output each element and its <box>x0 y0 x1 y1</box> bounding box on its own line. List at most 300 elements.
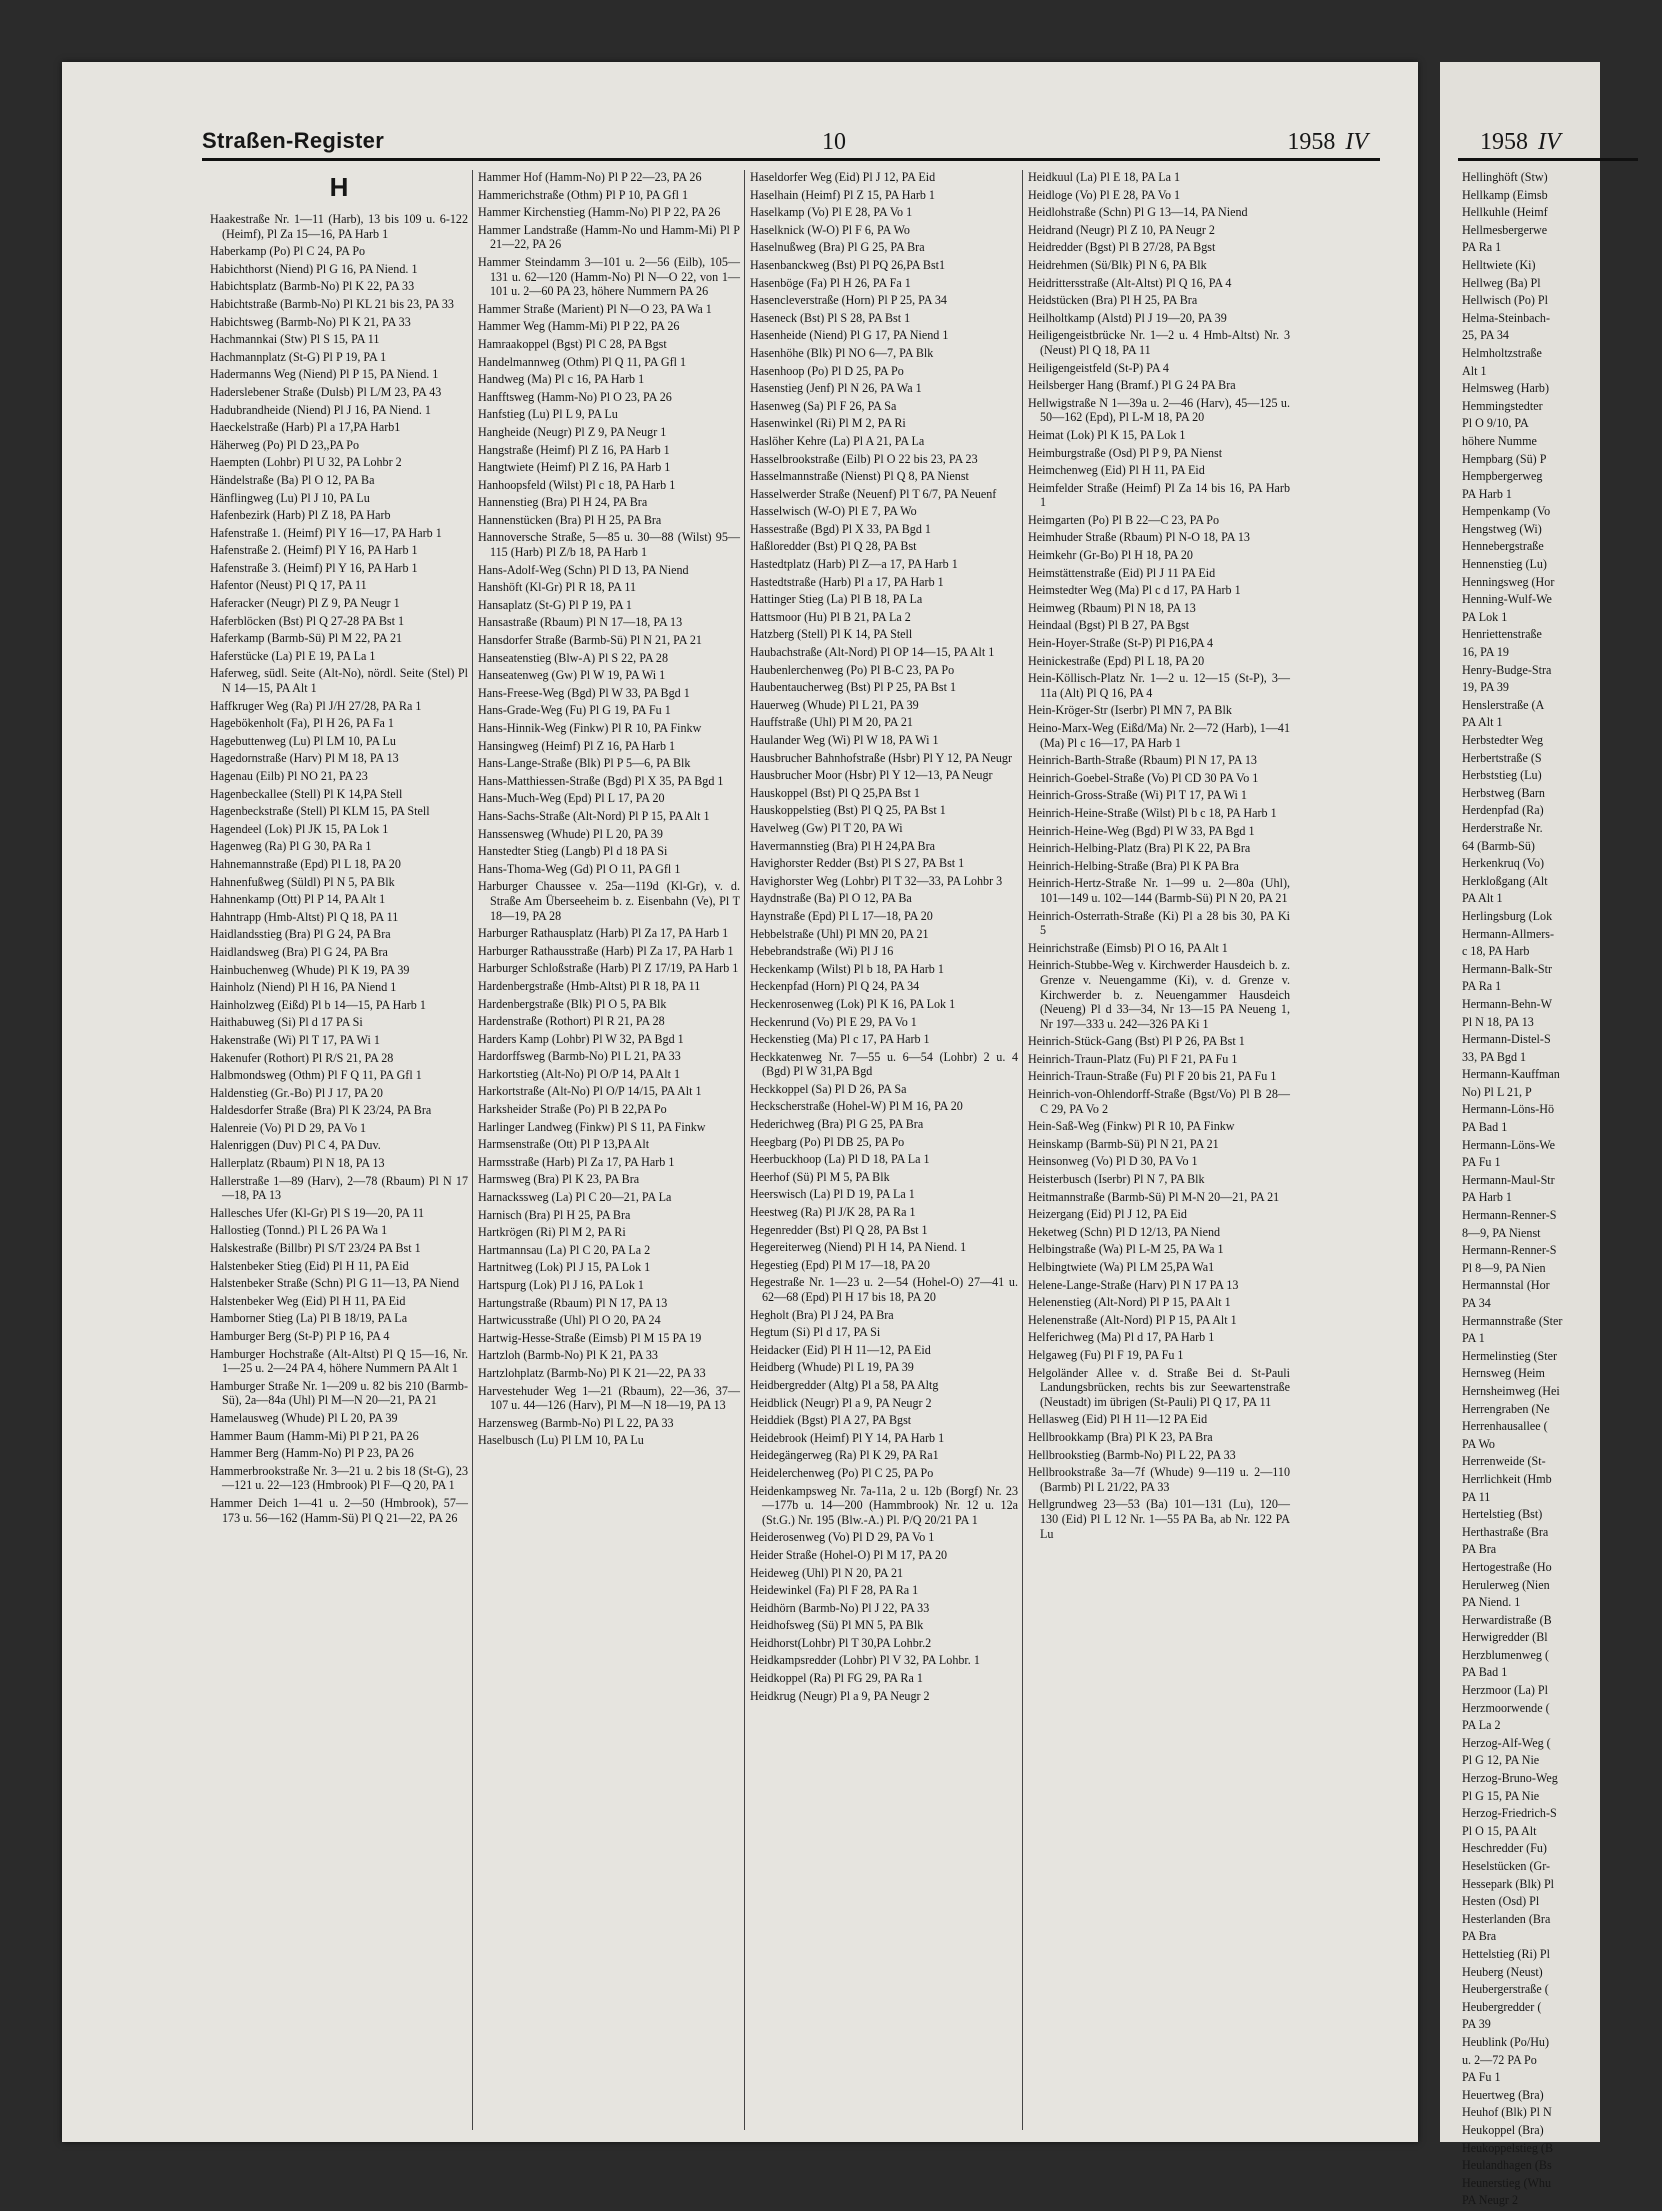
street-entry: Heiderosenweg (Vo) Pl D 29, PA Vo 1 <box>750 1530 935 1545</box>
street-entry: Hegholt (Bra) Pl J 24, PA Bra <box>750 1307 894 1322</box>
street-entry: Heckenkamp (Wilst) Pl b 18, PA Harb 1 <box>750 961 944 976</box>
street-entry: Hans-Hinnik-Weg (Finkw) Pl R 10, PA Finkw <box>478 721 702 735</box>
street-entry: Hans-Thoma-Weg (Gd) Pl O 11, PA Gfl 1 <box>478 861 681 876</box>
street-entry: Haselkamp (Vo) Pl E 28, PA Vo 1 <box>750 205 913 220</box>
street-entry: Helmsweg (Harb) <box>1462 381 1549 396</box>
street-entry: Hasenhoop (Po) Pl D 25, PA Po <box>750 363 904 378</box>
street-entry: Hellwisch (Po) Pl <box>1462 293 1548 308</box>
street-entry: Heinrich-Gross-Straße (Wi) Pl T 17, PA Wi 1 <box>1028 788 1247 803</box>
street-entry: Hafenstraße 3. (Heimf) Pl Y 16, PA Harb 1 <box>210 560 418 575</box>
street-entry: Heidloge (Vo) Pl E 28, PA Vo 1 <box>1028 187 1181 202</box>
street-entry: Hadermanns Weg (Niend) Pl P 15, PA Niend. 1 <box>210 367 439 382</box>
street-entry: Heimkehr (Gr-Bo) Pl H 18, PA 20 <box>1028 548 1193 563</box>
street-entry: Heinrich-Traun-Straße (Fu) Pl F 20 bis 21, PA Fu 1 <box>1028 1069 1277 1084</box>
street-entry: Hachmannplatz (St-G) Pl P 19, PA 1 <box>210 349 387 364</box>
street-entry: Hellkamp (Eimsb <box>1462 187 1548 202</box>
street-entry: Haempten (Lohbr) Pl U 32, PA Lohbr 2 <box>210 455 402 470</box>
street-entry: Hammer Landstraße (Hamm-No und Hamm-Mi) Pl P 21—22, PA 26 <box>478 222 740 252</box>
street-entry: Hans-Freese-Weg (Bgd) Pl W 33, PA Bgd 1 <box>478 685 690 700</box>
street-entry: Heckenrosenweg (Lok) Pl K 16, PA Lok 1 <box>750 996 956 1011</box>
street-entry: Hasencleverstraße (Horn) Pl P 25, PA 34 <box>750 293 947 308</box>
street-entry: Herrengraben (Ne <box>1462 1401 1550 1416</box>
street-entry: Heckenpfad (Horn) Pl Q 24, PA 34 <box>750 979 920 994</box>
street-entry: Hallostieg (Tonnd.) Pl L 26 PA Wa 1 <box>210 1223 388 1238</box>
street-entry: Hartzloh (Barmb-No) Pl K 21, PA 33 <box>478 1348 658 1363</box>
street-entry: Heino-Marx-Weg (Eißd/Ma) Nr. 2—72 (Harb), 1—41 (Ma) Pl c 16—17, PA Harb 1 <box>1028 721 1290 750</box>
street-entry: Hasenweg (Sa) Pl F 26, PA Sa <box>750 398 897 413</box>
street-entry: Hempbergerweg <box>1462 469 1543 484</box>
street-entry: Havighorster Weg (Lohbr) Pl T 32—33, PA Lohbr 3 <box>750 873 1003 888</box>
street-entry: Hansingweg (Heimf) Pl Z 16, PA Harb 1 <box>478 738 676 753</box>
street-entry: Hardorffsweg (Barmb-No) Pl L 21, PA 33 <box>478 1049 681 1064</box>
street-entry: Hammerichstraße (Othm) Pl P 10, PA Gfl 1 <box>478 187 689 202</box>
street-entry: Harmsenstraße (Ott) Pl P 13,PA Alt <box>478 1137 650 1152</box>
street-entry: Hahnemannstraße (Epd) Pl L 18, PA 20 <box>210 856 401 871</box>
street-entry: Hanssensweg (Whude) Pl L 20, PA 39 <box>478 826 663 841</box>
street-entry: Harkortstieg (Alt-No) Pl O/P 14, PA Alt 1 <box>478 1066 681 1081</box>
street-entry: Hans-Lange-Straße (Blk) Pl P 5—6, PA Blk <box>478 756 691 771</box>
street-entry: Haseldorfer Weg (Eid) Pl J 12, PA Eid <box>750 170 936 184</box>
street-entry: Hein-Hoyer-Straße (St-P) Pl P16,PA 4 <box>1028 636 1214 651</box>
street-entry: Harders Kamp (Lohbr) Pl W 32, PA Bgd 1 <box>478 1031 684 1046</box>
street-entry: Hermann-Allmers- <box>1462 926 1555 941</box>
street-entry: PA Bra <box>1462 1542 1497 1557</box>
street-entry: Heidkampsredder (Lohbr) Pl V 32, PA Lohbr. 1 <box>750 1653 980 1668</box>
street-entry: Haffkruger Weg (Ra) Pl J/H 27/28, PA Ra 1 <box>210 698 422 713</box>
street-entry: Helma-Steinbach- <box>1462 310 1550 325</box>
street-entry: Hegtum (Si) Pl d 17, PA Si <box>750 1325 881 1340</box>
street-entry: Herkloßgang (Alt <box>1462 873 1548 888</box>
street-entry: Heimstättenstraße (Eid) Pl J 11 PA Eid <box>1028 565 1216 580</box>
street-entry: Hemmingstedter <box>1462 398 1543 413</box>
street-entry: Hastedtplatz (Harb) Pl Z—a 17, PA Harb 1 <box>750 557 958 572</box>
street-entry: Henning-Wulf-We <box>1462 592 1552 607</box>
street-entry: Hartspurg (Lok) Pl J 16, PA Lok 1 <box>478 1278 644 1292</box>
street-entry: Heckkoppel (Sa) Pl D 26, PA Sa <box>750 1081 907 1096</box>
street-entry: Hengstweg (Wi) <box>1462 521 1542 536</box>
street-entry: Heidenkampsweg Nr. 7a-11a, 2 u. 12b (Borgf) Nr. 23—177b u. 14—200 (Hammbrook) Nr. 12 u. 12a (St.G.) Nr. 195 (Blw.-A.) Pl. P/Q 20/21 PA 1 <box>750 1483 1018 1527</box>
street-entry: Hanfftsweg (Hamm-No) Pl O 23, PA 26 <box>478 389 672 404</box>
street-entry: Heidberg (Whude) Pl L 19, PA 39 <box>750 1360 914 1375</box>
street-entry: Heublink (Po/Hu) <box>1462 2034 1550 2049</box>
street-entry: Heimchenweg (Eid) Pl H 11, PA Eid <box>1028 463 1205 478</box>
street-entry: Heerhof (Sü) Pl M 5, PA Blk <box>750 1169 890 1184</box>
street-entry: Hadubrandheide (Niend) Pl J 16, PA Niend. 1 <box>210 402 431 417</box>
street-entry: Heselstücken (Gr- <box>1462 1859 1551 1873</box>
street-entry: Hermann-Löns-Hö <box>1462 1102 1555 1117</box>
street-entry: Hagenbeckallee (Stell) Pl K 14,PA Stell <box>210 786 403 801</box>
street-entry: Hamburger Hochstraße (Alt-Altst) Pl Q 15—16, Nr. 1—25 u. 2—24 PA 4, höhere Nummern PA Alt 1 <box>210 1346 468 1376</box>
street-entry: Hahnenkamp (Ott) Pl P 14, PA Alt 1 <box>210 892 386 907</box>
volume-label: IV <box>1345 129 1368 155</box>
street-entry: PA Ra 1 <box>1462 979 1502 994</box>
street-entry: Hamburger Berg (St-P) Pl P 16, PA 4 <box>210 1329 390 1343</box>
street-entry: Händelstraße (Ba) Pl O 12, PA Ba <box>210 472 375 487</box>
street-entry: Hein-Kröger-Str (Iserbr) Pl MN 7, PA Blk <box>1028 703 1232 718</box>
street-entry: Heimhuder Straße (Rbaum) Pl N-O 18, PA 13 <box>1028 530 1250 545</box>
page-number: 10 <box>822 129 846 155</box>
street-entry: Haidlandsweg (Bra) Pl G 24, PA Bra <box>210 944 388 959</box>
street-entry: höhere Numme <box>1462 433 1537 448</box>
street-entry: Hempbarg (Sü) P <box>1462 451 1547 466</box>
street-entry: Henriettenstraße <box>1462 627 1542 642</box>
street-entry: 64 (Barmb-Sü) <box>1462 838 1535 853</box>
street-entry: Hein-Saß-Weg (Finkw) Pl R 10, PA Finkw <box>1028 1119 1235 1134</box>
street-entry: Hastedtstraße (Harb) Pl a 17, PA Harb 1 <box>750 574 944 589</box>
street-entry: Hausbrucher Bahnhofstraße (Hsbr) Pl Y 12, PA Neugr <box>750 750 1012 765</box>
register-column-3 <box>750 170 1018 2130</box>
street-entry: Hesten (Osd) Pl <box>1462 1894 1540 1909</box>
street-entry: Pl G 15, PA Nie <box>1462 1788 1540 1803</box>
street-entry: Haferstücke (La) Pl E 19, PA La 1 <box>210 648 376 663</box>
street-entry: PA Alt 1 <box>1462 891 1503 906</box>
street-entry: Heunerstieg (Whu <box>1462 2175 1551 2190</box>
street-entry: 25, PA 34 <box>1462 328 1509 343</box>
adjacent-volume-label: IV <box>1538 129 1561 155</box>
street-entry: Heubergerstraße ( <box>1462 1982 1549 1997</box>
adjacent-page-strip <box>1440 62 1600 2208</box>
street-entry: Hermann-Löns-We <box>1462 1137 1556 1152</box>
street-entry: Hasenhöhe (Blk) Pl NO 6—7, PA Blk <box>750 345 934 360</box>
street-entry: PA Bad 1 <box>1462 1120 1508 1135</box>
street-entry: Hanstedter Stieg (Langb) Pl d 18 PA Si <box>478 844 668 859</box>
street-entry: Heideweg (Uhl) Pl N 20, PA 21 <box>750 1565 904 1580</box>
street-entry: Hansaplatz (St-G) Pl P 19, PA 1 <box>478 597 632 612</box>
street-entry: PA Lok 1 <box>1462 609 1508 624</box>
street-entry: Hegestieg (Epd) Pl M 17—18, PA 20 <box>750 1257 930 1272</box>
street-entry: Heckscherstraße (Hohel-W) Pl M 16, PA 20 <box>750 1099 963 1114</box>
street-entry: Heimweg (Rbaum) Pl N 18, PA 13 <box>1028 600 1196 615</box>
street-entry: Havermannstieg (Bra) Pl H 24,PA Bra <box>750 838 935 853</box>
register-column-2 <box>478 170 740 2130</box>
street-entry: Herzog-Bruno-Weg <box>1462 1771 1558 1786</box>
street-entry: Hammerbrookstraße Nr. 3—21 u. 2 bis 18 (St-G), 23—121 u. 22—123 (Hmbrook) Pl F—Q 20, PA 1 <box>210 1463 468 1493</box>
street-entry: Haulander Weg (Wi) Pl W 18, PA Wi 1 <box>750 733 939 747</box>
street-entry: Heimat (Lok) Pl K 15, PA Lok 1 <box>1028 427 1186 442</box>
street-entry: Heidbergredder (Altg) Pl a 58, PA Altg <box>750 1377 939 1392</box>
street-entry: Handelmannweg (Othm) Pl Q 11, PA Gfl 1 <box>478 354 687 369</box>
street-entry: Haferblöcken (Bst) Pl Q 27-28 PA Bst 1 <box>210 613 405 628</box>
street-entry: Heidblick (Neugr) Pl a 9, PA Neugr 2 <box>750 1395 932 1410</box>
street-entry: Haynstraße (Epd) Pl L 17—18, PA 20 <box>750 908 933 923</box>
street-entry: Harnackssweg (La) Pl C 20—21, PA La <box>478 1190 672 1205</box>
street-entry: Hartkrögen (Ri) Pl M 2, PA Ri <box>478 1225 626 1240</box>
street-entry: Haldenstieg (Gr.-Bo) Pl J 17, PA 20 <box>210 1085 383 1100</box>
street-entry: Hannenstieg (Bra) Pl H 24, PA Bra <box>478 495 648 510</box>
street-entry: Haseneck (Bst) Pl S 28, PA Bst 1 <box>750 310 911 325</box>
street-entry: Haselknick (W-O) Pl F 6, PA Wo <box>750 222 910 237</box>
street-entry: Heinickestraße (Epd) Pl L 18, PA 20 <box>1028 653 1205 668</box>
street-entry: Herlingsburg (Lok <box>1462 908 1553 923</box>
street-entry: Heidrehmen (Sü/Blk) Pl N 6, PA Blk <box>1028 257 1207 272</box>
street-entry: Herzblumenweg ( <box>1462 1647 1549 1662</box>
adjacent-year-value: 1958 <box>1480 129 1528 155</box>
street-entry: Pl 8—9, PA Nien <box>1462 1260 1546 1275</box>
street-entry: Haberkamp (Po) Pl C 24, PA Po <box>210 244 366 259</box>
street-entry: 16, PA 19 <box>1462 645 1509 660</box>
street-entry: Hammer Straße (Marient) Pl N—O 23, PA Wa 1 <box>478 301 712 316</box>
street-entry: Hans-Sachs-Straße (Alt-Nord) Pl P 15, PA Alt 1 <box>478 808 710 823</box>
street-entry: Hertelstieg (Bst) <box>1462 1507 1543 1522</box>
street-entry: Herrenhausallee ( <box>1462 1419 1548 1434</box>
street-entry: Hafenstraße 2. (Heimf) Pl Y 16, PA Harb 1 <box>210 543 418 558</box>
street-entry: Handweg (Ma) Pl c 16, PA Harb 1 <box>478 372 645 387</box>
street-entry: 19, PA 39 <box>1462 680 1509 695</box>
street-entry: Hellasweg (Eid) Pl H 11—12 PA Eid <box>1028 1412 1208 1427</box>
street-entry: Hertogestraße (Ho <box>1462 1559 1552 1574</box>
street-entry: Hederichweg (Bra) Pl G 25, PA Bra <box>750 1117 924 1132</box>
street-entry: Heiligengeistbrücke Nr. 1—2 u. 4 Hmb-Altst) Nr. 3 (Neust) Pl Q 18, PA 11 <box>1028 328 1290 357</box>
street-entry: Heinrich-Barth-Straße (Rbaum) Pl N 17, PA 13 <box>1028 753 1257 768</box>
street-entry: Harlinger Landweg (Finkw) Pl S 11, PA Finkw <box>478 1119 706 1134</box>
street-entry: Herzmoor (La) Pl <box>1462 1683 1548 1698</box>
street-entry: Heuertweg (Bra) <box>1462 2087 1544 2102</box>
street-entry: Hardenbergstraße (Blk) Pl O 5, PA Blk <box>478 996 667 1011</box>
street-entry: Haselnußweg (Bra) Pl G 25, PA Bra <box>750 240 925 255</box>
street-entry: Hermannstal (Hor <box>1462 1278 1550 1293</box>
street-entry: Heinrich-Heine-Weg (Bgd) Pl W 33, PA Bgd 1 <box>1028 823 1255 838</box>
street-entry: Heilsberger Hang (Bramf.) Pl G 24 PA Bra <box>1028 378 1236 393</box>
street-entry: Hauffstraße (Uhl) Pl M 20, PA 21 <box>750 715 913 730</box>
street-entry: Heidewinkel (Fa) Pl F 28, PA Ra 1 <box>750 1583 919 1598</box>
street-entry: Heidstücken (Bra) Pl H 25, PA Bra <box>1028 293 1198 308</box>
street-entry: Hessepark (Blk) Pl <box>1462 1876 1555 1891</box>
street-entry: Heidhorst(Lohbr) Pl T 30,PA Lohbr.2 <box>750 1635 932 1650</box>
section-letter: H <box>329 172 349 202</box>
year-value: 1958 <box>1287 129 1336 155</box>
street-entry: Hermann-Balk-Str <box>1462 961 1553 976</box>
street-entry: Heerswisch (La) Pl D 19, PA La 1 <box>750 1187 915 1202</box>
street-entry: Pl N 18, PA 13 <box>1462 1014 1534 1029</box>
street-entry: PA Bad 1 <box>1462 1665 1508 1680</box>
street-entry: Halbmondsweg (Othm) Pl F Q 11, PA Gfl 1 <box>210 1068 422 1083</box>
street-entry: Hermann-Maul-Str <box>1462 1172 1555 1187</box>
street-entry: Hermann-Behn-W <box>1462 996 1552 1011</box>
street-entry: Hartzlohplatz (Barmb-No) Pl K 21—22, PA 33 <box>478 1365 706 1380</box>
street-entry: Harburger Schloßstraße (Harb) Pl Z 17/19, PA Harb 1 <box>478 961 739 976</box>
street-entry: Heuberg (Neust) <box>1462 1964 1543 1979</box>
street-entry: Hermann-Kauffman <box>1462 1067 1560 1082</box>
column-divider <box>472 170 473 2130</box>
street-entry: Heidredder (Bgst) Pl B 27/28, PA Bgst <box>1028 240 1216 255</box>
street-entry: Hasenbanckweg (Bst) Pl PQ 26,PA Bst1 <box>750 257 946 272</box>
street-entry: Hartnitweg (Lok) Pl J 15, PA Lok 1 <box>478 1260 651 1275</box>
street-entry: Heinsonweg (Vo) Pl D 30, PA Vo 1 <box>1028 1154 1198 1169</box>
street-entry: Harzensweg (Barmb-No) Pl L 22, PA 33 <box>478 1415 674 1430</box>
street-entry: PA Fu 1 <box>1462 1155 1501 1170</box>
street-entry: PA 11 <box>1462 1489 1491 1504</box>
street-entry: Herthastraße (Bra <box>1462 1524 1549 1539</box>
street-entry: Hegenredder (Bst) Pl Q 28, PA Bst 1 <box>750 1222 928 1237</box>
street-entry: Hennebergstraße <box>1462 539 1544 554</box>
street-entry: Heerbuckhoop (La) Pl D 18, PA La 1 <box>750 1152 930 1167</box>
street-entry: Heisterbusch (Iserbr) Pl N 7, PA Blk <box>1028 1172 1205 1187</box>
street-entry: Hermannstraße (Ster <box>1462 1313 1563 1328</box>
street-entry: Herbstedter Weg <box>1462 733 1544 747</box>
street-entry: Heitmannstraße (Barmb-Sü) Pl M-N 20—21, PA 21 <box>1028 1189 1280 1204</box>
street-entry: u. 2—72 PA Po <box>1462 2052 1537 2067</box>
street-entry: Haeckelstraße (Harb) Pl a 17,PA Harb1 <box>210 420 401 435</box>
street-entry: PA La 2 <box>1462 1718 1501 1733</box>
street-entry: Harnisch (Bra) Pl H 25, PA Bra <box>478 1207 631 1222</box>
street-entry: Heindaal (Bgst) Pl B 27, PA Bgst <box>1028 618 1190 633</box>
street-entry: Harkortstraße (Alt-No) Pl O/P 14/15, PA Alt 1 <box>478 1084 702 1099</box>
street-entry: Hettelstieg (Ri) Pl <box>1462 1946 1551 1961</box>
street-entry: Heukoppel (Bra) <box>1462 2122 1544 2137</box>
street-entry: Haferweg, südl. Seite (Alt-No), nördl. Seite (Stel) Pl N 14—15, PA Alt 1 <box>210 666 468 696</box>
street-entry: Helgaweg (Fu) Pl F 19, PA Fu 1 <box>1028 1347 1184 1362</box>
street-entry: Heinrich-Traun-Platz (Fu) Pl F 21, PA Fu 1 <box>1028 1051 1238 1066</box>
street-entry: Hasselmannstraße (Nienst) Pl Q 8, PA Nienst <box>750 469 969 484</box>
street-entry: Hafentor (Neust) Pl Q 17, PA 11 <box>210 578 367 593</box>
street-entry: Helgoländer Allee v. d. Straße Bei d. St-Pauli Landungsbrücken, rechts bis zur Seewartenstraße (Neustadt) im übrigen (St-Pauli) Pl Q 17, PA 11 <box>1028 1365 1290 1409</box>
street-entry: Hellbrookkamp (Bra) Pl K 23, PA Bra <box>1028 1429 1213 1444</box>
street-entry: Henningsweg (Hor <box>1462 574 1555 589</box>
street-entry: Hernsweg (Heim <box>1462 1366 1545 1381</box>
street-entry: Hassestraße (Bgd) Pl X 33, PA Bgd 1 <box>750 521 931 536</box>
street-entry: Hahntrapp (Hmb-Altst) Pl Q 18, PA 11 <box>210 909 399 924</box>
street-entry: Hellweg (Ba) Pl <box>1462 275 1541 290</box>
street-entry: Halstenbeker Weg (Eid) Pl H 11, PA Eid <box>210 1293 406 1308</box>
street-entry: Hamelausweg (Whude) Pl L 20, PA 39 <box>210 1410 398 1425</box>
register-column-1 <box>210 170 468 2130</box>
street-entry: Hanfstieg (Lu) Pl L 9, PA Lu <box>478 407 618 422</box>
street-entry: Hans-Matthiessen-Straße (Bgd) Pl X 35, PA Bgd 1 <box>478 773 724 788</box>
street-entry: Hellkuhle (Heimf <box>1462 205 1548 220</box>
street-entry: Habichthorst (Niend) Pl G 16, PA Niend. 1 <box>210 261 418 276</box>
street-entry: Hartwicusstraße (Uhl) Pl O 20, PA 24 <box>478 1313 661 1328</box>
street-entry: Hansastraße (Rbaum) Pl N 17—18, PA 13 <box>478 615 683 630</box>
street-entry: Heketweg (Schn) Pl D 12/13, PA Niend <box>1028 1224 1221 1239</box>
adjacent-year-label <box>1480 129 1561 156</box>
street-entry: Haferkamp (Barmb-Sü) Pl M 22, PA 21 <box>210 631 403 646</box>
column-divider <box>1022 170 1023 2130</box>
street-entry: Hardenbergstraße (Hmb-Altst) Pl R 18, PA 11 <box>478 978 701 993</box>
street-entry: Harburger Rathausplatz (Harb) Pl Za 17, PA Harb 1 <box>478 926 729 941</box>
street-entry: Hernsheimweg (Hei <box>1462 1383 1560 1398</box>
street-entry: Hermann-Distel-S <box>1462 1032 1551 1047</box>
street-entry: Hebbelstraße (Uhl) Pl MN 20, PA 21 <box>750 926 929 941</box>
street-entry: Herzmoorwende ( <box>1462 1700 1550 1715</box>
street-entry: Heinrichstraße (Eimsb) Pl O 16, PA Alt 1 <box>1028 940 1228 955</box>
street-entry: Herzog-Alf-Weg ( <box>1462 1735 1551 1750</box>
street-entry: Hattsmoor (Hu) Pl B 21, PA La 2 <box>750 609 911 624</box>
street-entry: Heidegängerweg (Ra) Pl K 29, PA Ra1 <box>750 1448 939 1463</box>
street-entry: Haithabuweg (Si) Pl d 17 PA Si <box>210 1015 363 1030</box>
street-entry: Hänflingweg (Lu) Pl J 10, PA Lu <box>210 490 370 505</box>
street-entry: Helenenstraße (Alt-Nord) Pl P 15, PA Alt 1 <box>1028 1312 1237 1327</box>
street-entry: PA Wo <box>1462 1436 1495 1451</box>
street-entry: Hein-Köllisch-Platz Nr. 1—2 u. 12—15 (St-P), 3—11a (Alt) Pl Q 16, PA 4 <box>1028 671 1290 700</box>
street-entry: Habichtstraße (Barmb-No) Pl KL 21 bis 23, PA 33 <box>210 296 454 311</box>
street-entry: Hattinger Stieg (La) Pl B 18, PA La <box>750 592 923 607</box>
street-entry: Heuhof (Blk) Pl N <box>1462 2105 1552 2120</box>
street-entry: PA Niend. 1 <box>1462 1595 1521 1610</box>
street-entry: Heidkoppel (Ra) Pl FG 29, PA Ra 1 <box>750 1671 923 1686</box>
street-entry: PA 1 <box>1462 1331 1485 1346</box>
street-entry: Hafenbezirk (Harb) Pl Z 18, PA Harb <box>210 508 391 523</box>
street-entry: Hellwigstraße N 1—39a u. 2—46 (Harv), 45—125 u. 50—162 (Epd), Pl L-M 18, PA 20 <box>1028 395 1290 425</box>
street-entry: Heiligengeistfeld (St-P) PA 4 <box>1028 360 1169 375</box>
street-entry: Hansdorfer Straße (Barmb-Sü) Pl N 21, PA 21 <box>478 633 702 648</box>
street-entry: Hachmannkai (Stw) Pl S 15, PA 11 <box>210 332 380 347</box>
street-entry: Hanshöft (Kl-Gr) Pl R 18, PA 11 <box>478 580 637 595</box>
street-entry: Heidebrook (Heimf) Pl Y 14, PA Harb 1 <box>750 1430 945 1445</box>
street-entry: Hellmesbergerwe <box>1462 222 1548 237</box>
street-entry: Harburger Chaussee v. 25a—119d (Kl-Gr), v. d. Straße Am Überseeheim b. z. Eisenbahn (Ve), Pl T 18—19, PA 28 <box>478 879 740 923</box>
street-entry: Haakestraße Nr. 1—11 (Harb), 13 bis 109 u. 6-122 (Heimf), Pl Za 15—16, PA Harb 1 <box>210 212 468 241</box>
street-entry: Hammer Berg (Hamm-No) Pl P 23, PA 26 <box>210 1446 414 1461</box>
street-entry: Hasenböge (Fa) Pl H 26, PA Fa 1 <box>750 275 911 290</box>
street-entry: Pl G 12, PA Nie <box>1462 1753 1540 1768</box>
street-entry: Hesterlanden (Bra <box>1462 1911 1551 1926</box>
street-entry: Harmsstraße (Harb) Pl Za 17, PA Harb 1 <box>478 1154 675 1169</box>
street-entry: PA Fu 1 <box>1462 2070 1501 2085</box>
street-entry: Hallerstraße 1—89 (Harv), 2—78 (Rbaum) Pl N 17—18, PA 13 <box>210 1173 468 1203</box>
street-entry: Heinrich-Stück-Gang (Bst) Pl P 26, PA Bst 1 <box>1028 1034 1245 1049</box>
street-entry: Hasenwinkel (Ri) Pl M 2, PA Ri <box>750 416 906 431</box>
street-entry: Hagebökenholt (Fa), Pl H 26, PA Fa 1 <box>210 716 394 731</box>
street-entry: PA 34 <box>1462 1296 1491 1310</box>
street-entry: Havighorster Redder (Bst) Pl S 27, PA Bst 1 <box>750 856 965 871</box>
street-entry: Heinrich-Osterrath-Straße (Ki) Pl a 28 bis 30, PA Ki 5 <box>1028 908 1290 938</box>
street-entry: PA 39 <box>1462 2017 1491 2032</box>
street-entry: Harmsweg (Bra) Pl K 23, PA Bra <box>478 1172 640 1187</box>
street-entry: Heukoppelstieg (B <box>1462 2140 1554 2155</box>
street-entry: Hangtwiete (Heimf) Pl Z 16, PA Harb 1 <box>478 460 671 475</box>
street-entry: Heimstedter Weg (Ma) Pl c d 17, PA Harb 1 <box>1028 583 1241 598</box>
street-entry: Hagenweg (Ra) Pl G 30, PA Ra 1 <box>210 839 372 854</box>
street-entry: Heinrich-Heine-Straße (Wilst) Pl b c 18, PA Harb 1 <box>1028 805 1277 820</box>
street-entry: Herderstraße Nr. <box>1462 820 1543 835</box>
street-entry: Hainholz (Niend) Pl H 16, PA Niend 1 <box>210 980 397 995</box>
street-entry: Helbingtwiete (Wa) Pl LM 25,PA Wa1 <box>1028 1260 1215 1274</box>
street-entry: 8—9, PA Nienst <box>1462 1225 1541 1240</box>
street-entry: Hagenbeckstraße (Stell) Pl KLM 15, PA Stell <box>210 804 430 819</box>
street-entry: Haßloredder (Bst) Pl Q 28, PA Bst <box>750 539 917 554</box>
street-entry: Haubachstraße (Alt-Nord) Pl OP 14—15, PA Alt 1 <box>750 645 995 660</box>
street-entry: Hempenkamp (Vo <box>1462 504 1551 519</box>
street-entry: Heidlohstraße (Schn) Pl G 13—14, PA Niend <box>1028 205 1248 220</box>
street-entry: Heidrittersstraße (Alt-Altst) Pl Q 16, PA 4 <box>1028 275 1232 290</box>
street-entry: Heinskamp (Barmb-Sü) Pl N 21, PA 21 <box>1028 1136 1219 1151</box>
street-entry: Haslöher Kehre (La) Pl A 21, PA La <box>750 433 925 448</box>
street-entry: Heimgarten (Po) Pl B 22—C 23, PA Po <box>1028 512 1220 527</box>
street-entry: Hafenstraße 1. (Heimf) Pl Y 16—17, PA Harb 1 <box>210 525 442 540</box>
street-entry: Halenriggen (Duv) Pl C 4, PA Duv. <box>210 1138 381 1153</box>
street-entry: Hammer Steindamm 3—101 u. 2—56 (Eilb), 105—131 u. 62—120 (Hamm-No) Pl N—O 22, von 1—101 u. 2—60 PA 23, höhere Nummern PA 26 <box>478 254 740 299</box>
street-entry: Hartmannsau (La) Pl C 20, PA La 2 <box>478 1242 651 1257</box>
street-entry: Heimfelder Straße (Heimf) Pl Za 14 bis 16, PA Harb 1 <box>1028 480 1290 510</box>
street-entry: Hans-Much-Weg (Epd) Pl L 17, PA 20 <box>478 791 665 806</box>
column-divider <box>744 170 745 2130</box>
street-entry: Helltwiete (Ki) <box>1462 257 1536 272</box>
street-entry: Herkenkruq (Vo) <box>1462 856 1545 871</box>
street-entry: Heidacker (Eid) Pl H 11—12, PA Eid <box>750 1342 931 1357</box>
street-entry: Heidhofsweg (Sü) Pl MN 5, PA Blk <box>750 1618 924 1633</box>
street-entry: Häherweg (Po) Pl D 23,,PA Po <box>210 437 360 452</box>
street-entry: Heidelerchenweg (Po) Pl C 25, PA Po <box>750 1465 934 1480</box>
street-entry: Hegestraße Nr. 1—23 u. 2—54 (Hohel-O) 27—41 u. 62—68 (Epd) Pl H 17 bis 18, PA 20 <box>750 1275 1018 1304</box>
street-entry: Hermann-Renner-S <box>1462 1208 1557 1223</box>
register-title: Straßen-Register <box>202 128 385 153</box>
street-entry: Hammer Baum (Hamm-Mi) Pl P 21, PA 26 <box>210 1428 419 1443</box>
street-entry: Henslerstraße (A <box>1462 697 1545 712</box>
street-entry: Heimburgstraße (Osd) Pl P 9, PA Nienst <box>1028 445 1223 460</box>
street-entry: Haselbusch (Lu) Pl LM 10, PA Lu <box>478 1433 644 1448</box>
street-entry: Hahnenfußweg (Süldl) Pl N 5, PA Blk <box>210 874 395 889</box>
street-entry: Heubergredder ( <box>1462 1999 1542 2014</box>
